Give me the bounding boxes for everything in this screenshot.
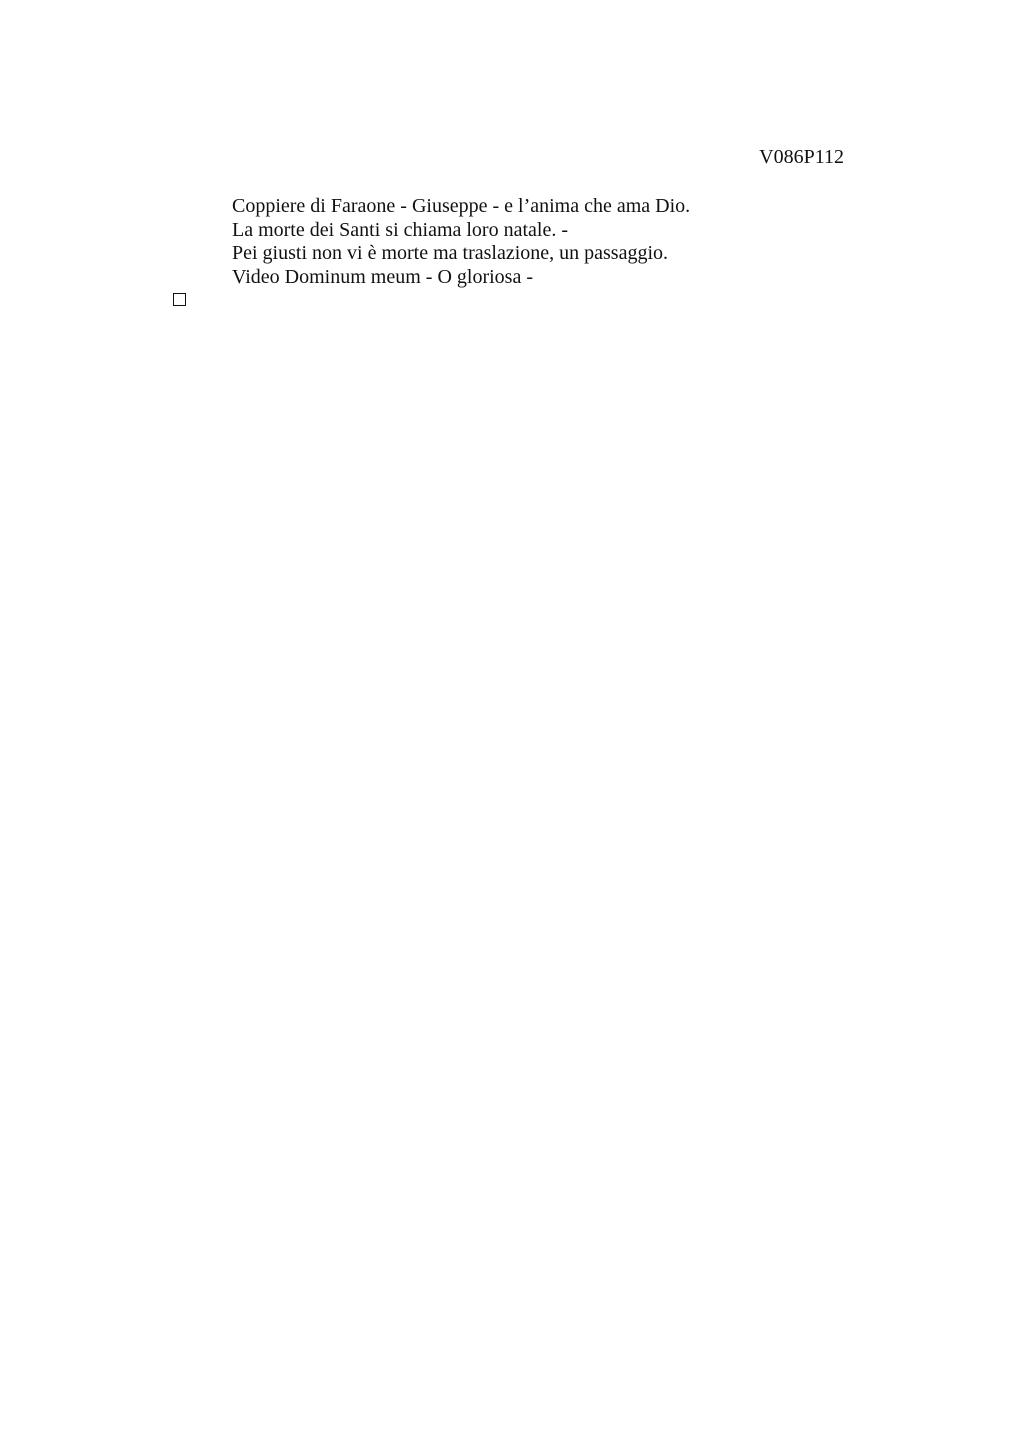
text-line: La morte dei Santi si chiama loro natale. - <box>232 218 568 241</box>
text-body <box>232 195 690 289</box>
text-line: Coppiere di Faraone - Giuseppe - e l’anima che ama Dio. <box>232 195 691 217</box>
page-identifier: V086P112 <box>759 146 844 168</box>
text-line: Pei giusti non vi è morte ma traslazione, un passaggio. <box>232 242 669 264</box>
text-line: Video Dominum meum - O gloriosa - <box>232 265 533 288</box>
empty-square-icon <box>173 293 186 306</box>
